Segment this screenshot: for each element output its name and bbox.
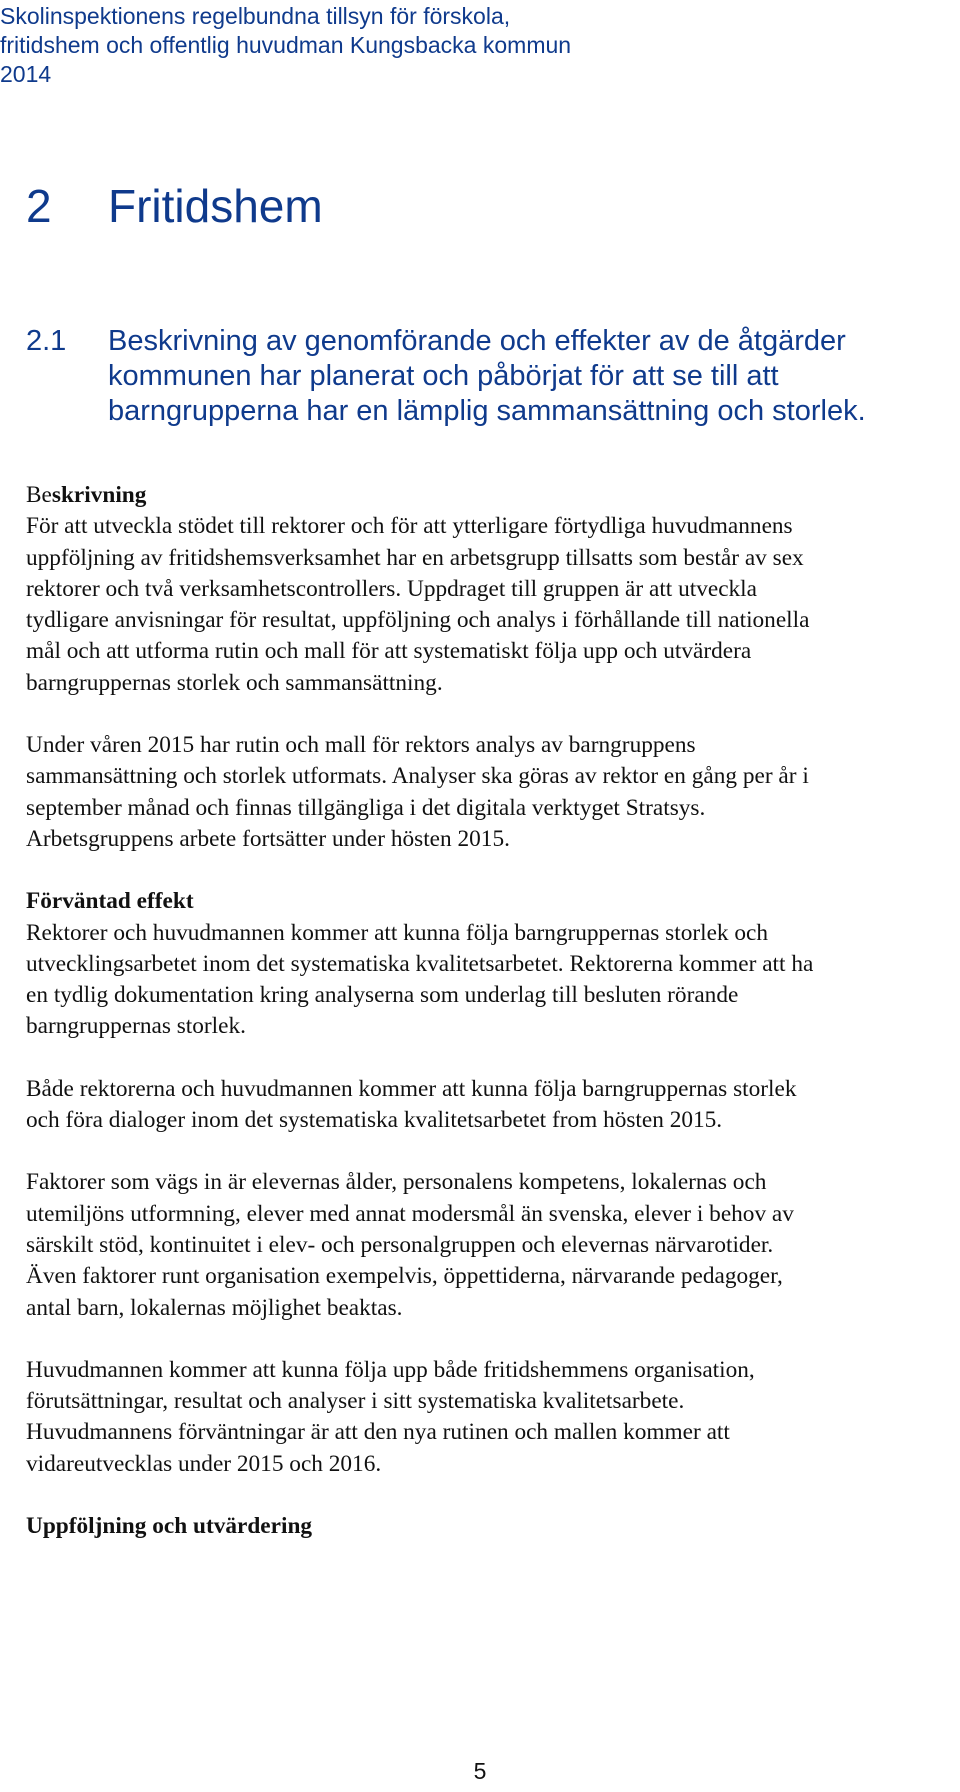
text-line: uppföljning av fritidshemsverksamhet har en arbetsgrupp tillsatts som består av sex <box>26 544 804 571</box>
text-line: september månad och finnas tillgängliga i det digitala verktyget Stratsys. <box>26 794 706 821</box>
beskrivning-heading-rest: skrivning <box>51 482 147 508</box>
text-line: antal barn, lokalernas möjlighet beaktas. <box>26 1294 403 1321</box>
text-line: Både rektorerna och huvudmannen kommer att kunna följa barngruppernas storlek <box>26 1075 797 1102</box>
forvantad-paragraph-4 <box>26 1355 960 1480</box>
section-heading <box>26 324 866 429</box>
section-title-line-3: barngrupperna har en lämplig sammansättning och storlek. <box>108 395 866 427</box>
chapter-title: Fritidshem <box>108 180 323 232</box>
text-line: mål och att utforma rutin och mall för att systematiskt följa upp och utvärdera <box>26 638 752 665</box>
beskrivning-heading <box>26 480 960 511</box>
chapter-heading <box>26 178 323 234</box>
forvantad-effekt-heading: Förväntad effekt <box>26 888 194 915</box>
text-line: Faktorer som vägs in är elevernas ålder, personalens kompetens, lokalernas och <box>26 1169 767 1196</box>
document-body <box>26 480 960 1573</box>
text-line: barngruppernas storlek. <box>26 1013 246 1040</box>
text-line: rektorer och två verksamhetscontrollers. Uppdraget till gruppen är att utveckla <box>26 575 757 602</box>
text-line: Huvudmannen kommer att kunna följa upp både fritidshemmens organisation, <box>26 1356 755 1383</box>
text-line: Rektorer och huvudmannen kommer att kunna följa barngruppernas storlek och <box>26 919 769 946</box>
text-line: barngruppernas storlek och sammansättning. <box>26 669 443 696</box>
section-title <box>108 324 866 429</box>
text-line: För att utveckla stödet till rektorer och för att ytterligare förtydliga huvudmannens <box>26 513 793 540</box>
text-line: tydligare anvisningar för resultat, uppföljning och analys i förhållande till nationella <box>26 607 810 634</box>
forvantad-paragraph-3 <box>26 1167 960 1323</box>
text-line: en tydlig dokumentation kring analyserna som underlag till besluten rörande <box>26 982 739 1009</box>
beskrivning-paragraph-2 <box>26 730 960 855</box>
page-number: 5 <box>473 1758 487 1784</box>
text-line: Även faktorer runt organisation exempelvis, öppettiderna, närvarande pedagoger, <box>26 1263 783 1290</box>
text-line: Huvudmannens förväntningar är att den nya rutinen och mallen kommer att <box>26 1419 730 1446</box>
text-line: utemiljöns utformning, elever med annat modersmål än svenska, elever i behov av <box>26 1200 794 1227</box>
uppfoljning-section <box>26 1511 960 1542</box>
section-title-line-2: kommunen har planerat och påbörjat för att se till att <box>108 360 779 392</box>
text-line: vidareutvecklas under 2015 och 2016. <box>26 1450 382 1477</box>
forvantad-paragraph-1 <box>26 886 960 1042</box>
header-line-3: 2014 <box>0 61 52 87</box>
text-line: Arbetsgruppens arbete fortsätter under hösten 2015. <box>26 825 510 852</box>
uppfoljning-heading: Uppföljning och utvärdering <box>26 1513 313 1540</box>
text-line: sammansättning och storlek utformats. Analyser ska göras av rektor en gång per år i <box>26 763 809 790</box>
running-header <box>0 2 571 89</box>
section-title-line-1: Beskrivning av genomförande och effekter av de åtgärder <box>108 325 846 357</box>
section-number: 2.1 <box>26 325 67 357</box>
text-line: förutsättningar, resultat och analyser i sitt systematiska kvalitetsarbete. <box>26 1388 685 1415</box>
forvantad-paragraph-2 <box>26 1074 960 1137</box>
text-line: och föra dialoger inom det systematiska kvalitetsarbetet from hösten 2015. <box>26 1107 723 1134</box>
text-line: Under våren 2015 har rutin och mall för rektors analys av barngruppens <box>26 732 696 759</box>
chapter-number: 2 <box>26 180 52 232</box>
text-line: utvecklingsarbetet inom det systematiska kvalitetsarbetet. Rektorerna kommer att ha <box>26 950 814 977</box>
header-line-1: Skolinspektionens regelbundna tillsyn för förskola, <box>0 3 511 29</box>
beskrivning-paragraph-1 <box>26 480 960 699</box>
beskrivning-heading-prefix: Be <box>26 482 52 508</box>
header-line-2: fritidshem och offentlig huvudman Kungsbacka kommun <box>0 32 572 58</box>
text-line: särskilt stöd, kontinuitet i elev- och personalgruppen och elevernas närvarotider. <box>26 1231 774 1258</box>
